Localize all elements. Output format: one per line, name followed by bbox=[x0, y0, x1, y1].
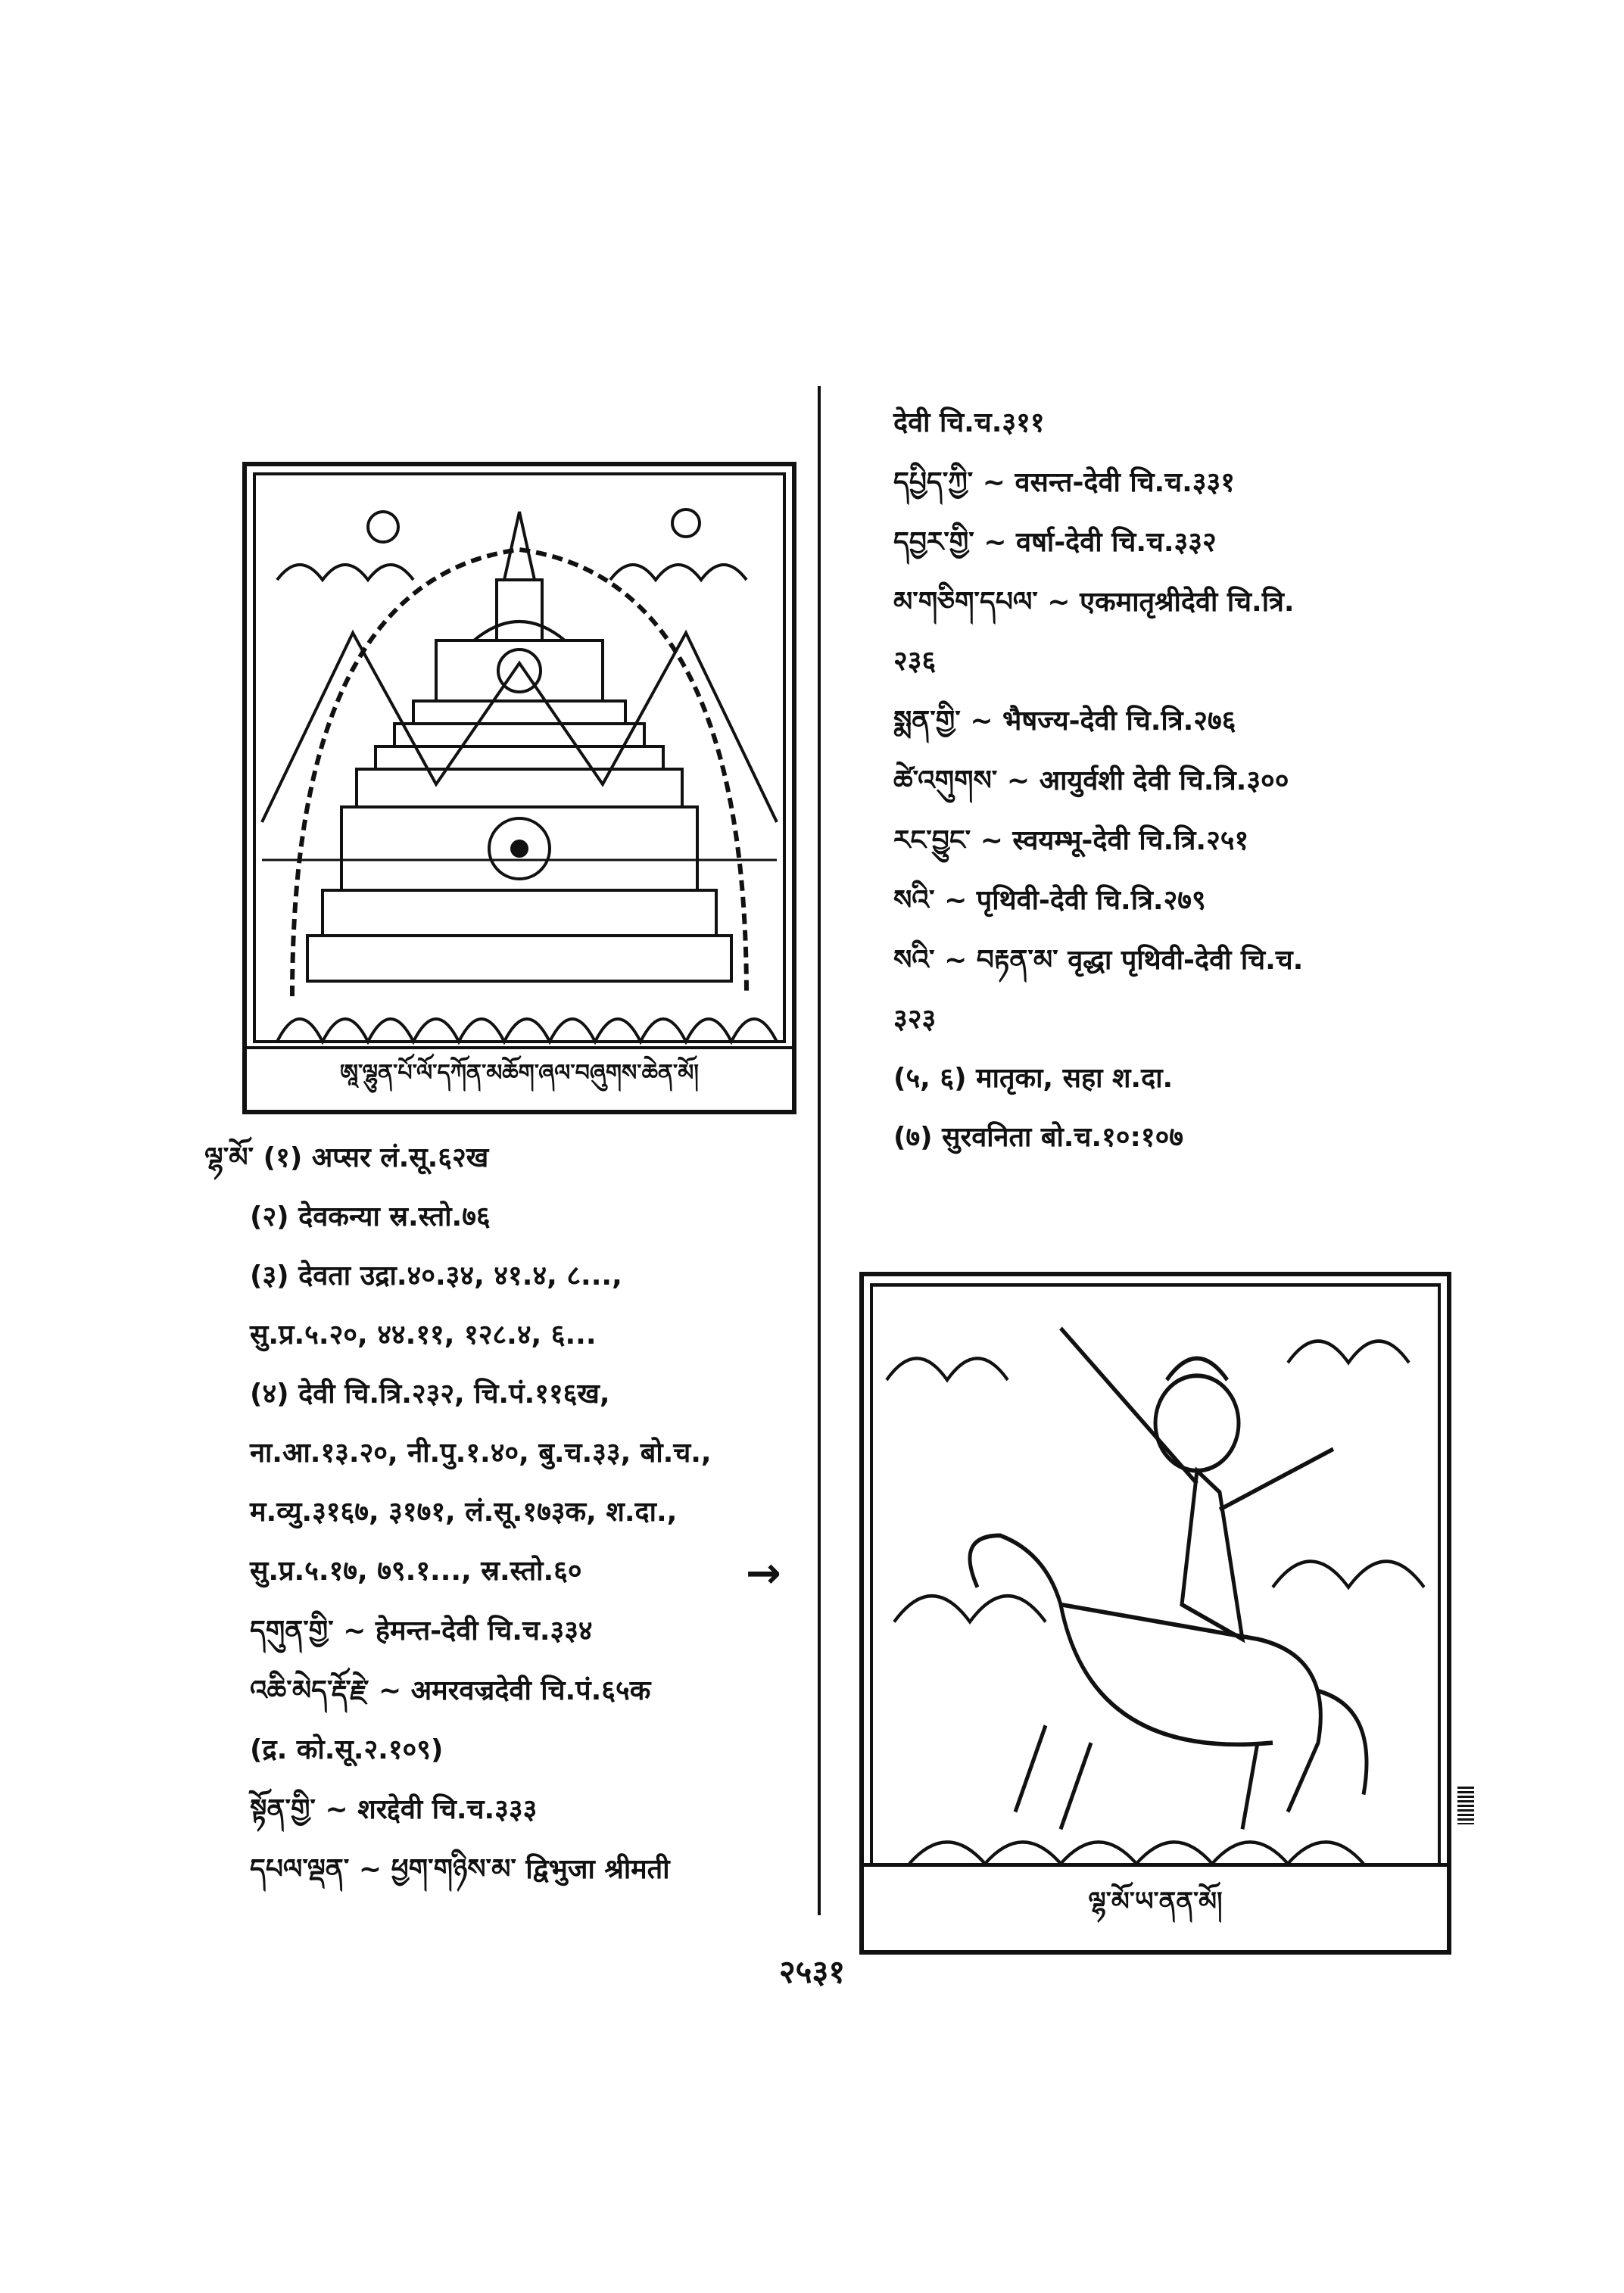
right-column bbox=[893, 394, 1469, 1167]
entry-line: (७) सुरवनिता बो.च.१०:१०७ bbox=[893, 1122, 1184, 1153]
stupa-illustration bbox=[247, 466, 792, 1110]
entry-line: सु.प्र.५.१७, ७९.१..., स्र.स्तो.६० bbox=[250, 1556, 582, 1587]
entry-line: རང་བྱུང་ ~ स्वयम्भू-देवी चि.त्रि.२५१ bbox=[893, 824, 1249, 856]
entry-line: (द्र. को.सू.२.१०९) bbox=[250, 1734, 444, 1765]
entry-line: म.व्यु.३१६७, ३१७१, लं.सू.१७३क, श.दा., bbox=[250, 1497, 678, 1528]
entry-line: ३२३ bbox=[893, 1004, 937, 1035]
entry-line: ना.आ.१३.२०, नी.पु.१.४०, बु.च.३३, बो.च., bbox=[250, 1438, 712, 1469]
arrow-right-icon: → bbox=[746, 1549, 781, 1598]
entry-line: देवी चि.च.३११ bbox=[893, 407, 1045, 438]
entry-line: འཆི་མེད་རྡོ་རྗེ་ ~ अमरवज्रदेवी चि.पं.६५क bbox=[250, 1675, 651, 1706]
entry-line: མ་གཅིག་དཔལ་ ~ एकमातृश्रीदेवी चि.त्रि. bbox=[893, 586, 1295, 618]
deity-on-horse-illustration bbox=[864, 1276, 1447, 1950]
entry-line: (५, ६) मातृका, सहा श.दा. bbox=[893, 1063, 1174, 1094]
stupa-plate bbox=[242, 462, 796, 1114]
stupa-plate-caption: ཨཱ་ལྷུན་པོ་ལོ་དཀོན་མཆོག་ཞལ་བཞུགས་ཆེན་མོ། bbox=[247, 1046, 792, 1110]
column-divider bbox=[818, 386, 821, 1915]
entry-line: དཔྱིད་ཀྱི་ ~ वसन्त-देवी चि.च.३३१ bbox=[893, 466, 1235, 498]
page-number: २५३१ bbox=[778, 1953, 846, 1990]
left-column bbox=[204, 1128, 810, 1899]
entry-line: སའི་ ~ पृथिवी-देवी चि.त्रि.२७९ bbox=[893, 884, 1206, 916]
entry-line: སའི་ ~ བརྟན་མ་ वृद्धा पृथिवी-देवी चि.च. bbox=[893, 944, 1304, 976]
entry-line: སྨན་གྱི་ ~ भैषज्य-देवी चि.त्रि.२७६ bbox=[893, 705, 1236, 737]
entry-line: (४) देवी चि.त्रि.२३२, चि.पं.११६ख, bbox=[250, 1379, 610, 1410]
entry-line: དགུན་གྱི་ ~ हेमन्त-देवी चि.च.३३४ bbox=[250, 1615, 593, 1647]
entry-line: २३६ bbox=[893, 646, 937, 677]
entry-line: དཔལ་ལྡན་ ~ ཕྱག་གཉིས་མ་ द्विभुजा श्रीमती bbox=[250, 1853, 670, 1885]
deity-plate-caption: ལྷ་མོ་ཡ་ནན་མོ། bbox=[864, 1863, 1447, 1950]
entry-line: (३) देवता उद्रा.४०.३४, ४१.४, ८..., bbox=[250, 1260, 622, 1291]
entry-line: དབྱར་གྱི་ ~ वर्षा-देवी चि.च.३३२ bbox=[893, 526, 1217, 558]
entry-line: སྟོན་གྱི་ ~ शरद्देवी चि.च.३३३ bbox=[250, 1793, 538, 1825]
deity-plate bbox=[859, 1272, 1451, 1955]
margin-mark bbox=[1457, 1787, 1474, 1824]
entry-line: (२) देवकन्या स्र.स्तो.७६ bbox=[250, 1201, 491, 1232]
entry-line: ལྷ་མོ་ (१) अप्सर लं.सू.६२ख bbox=[204, 1142, 489, 1173]
entry-line: ཚེ་འགུགས་ ~ आयुर्वशी देवी चि.त्रि.३०० bbox=[893, 765, 1289, 796]
entry-line: सु.प्र.५.२०, ४४.११, १२८.४, ६... bbox=[250, 1319, 597, 1351]
